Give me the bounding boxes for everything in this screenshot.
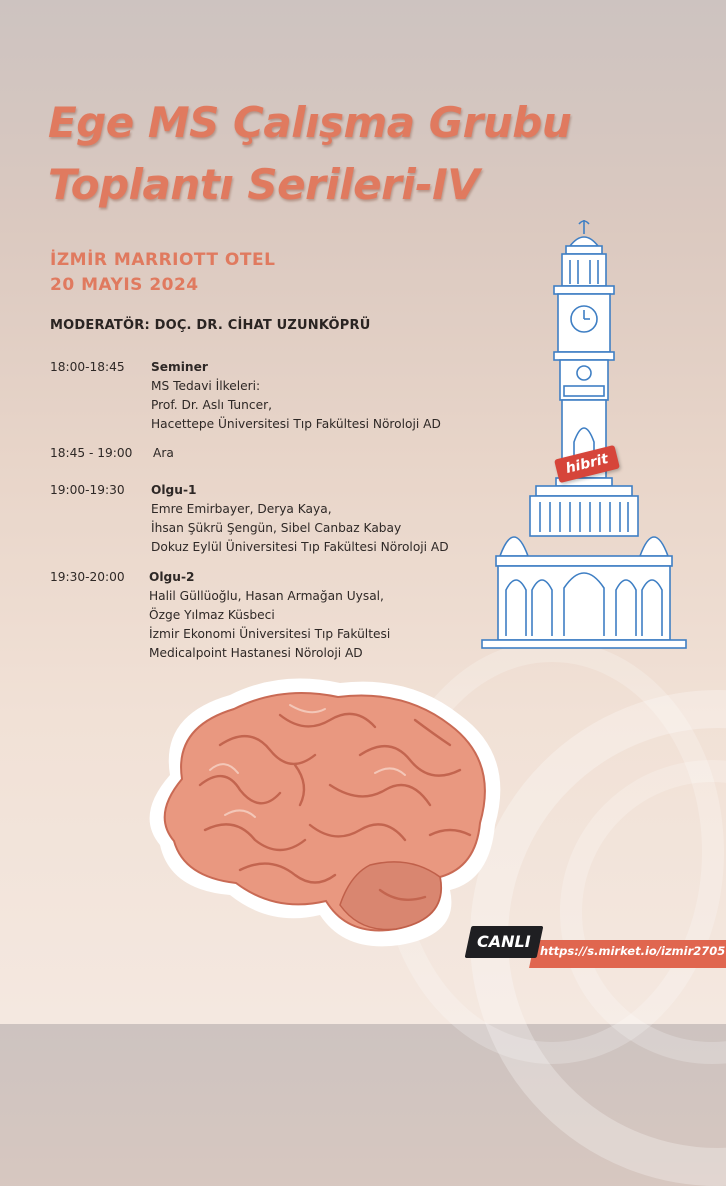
schedule-time: 19:00-19:30	[50, 483, 125, 497]
schedule-line: Halil Güllüoğlu, Hasan Armağan Uysal,	[149, 589, 384, 603]
schedule-heading: Olgu-2	[149, 570, 195, 584]
schedule-line: Ara	[153, 446, 174, 460]
schedule-line: İzmir Ekonomi Üniversitesi Tıp Fakültesi	[149, 627, 391, 641]
live-label-text: CANLI	[477, 932, 531, 951]
schedule-time: 19:30-20:00	[50, 570, 125, 584]
schedule-line: Prof. Dr. Aslı Tuncer,	[151, 398, 272, 412]
event-date: 20 MAYIS 2024	[50, 275, 199, 295]
schedule-heading: Olgu-1	[151, 483, 197, 497]
moderator: MODERATÖR: DOÇ. DR. CİHAT UZUNKÖPRÜ	[50, 318, 371, 333]
schedule-line: Hacettepe Üniversitesi Tıp Fakültesi Nöroloji AD	[151, 417, 441, 431]
event-title-line-1: Ege MS Çalışma Grubu	[48, 98, 572, 147]
schedule-heading: Seminer	[151, 360, 208, 374]
live-label	[465, 926, 544, 958]
schedule-line: Özge Yılmaz Küsbeci	[149, 608, 275, 622]
venue-block	[50, 248, 275, 298]
venue-place: İZMİR MARRIOTT OTEL	[50, 250, 276, 270]
brain-illustration	[130, 665, 510, 955]
event-title	[48, 92, 571, 216]
schedule-line: Medicalpoint Hastanesi Nöroloji AD	[149, 646, 363, 660]
live-url-link[interactable]: https://s.mirket.io/izmir2705	[540, 944, 726, 958]
event-title-line-2: Toplantı Serileri-IV	[48, 160, 480, 209]
clock-tower-illustration	[478, 218, 690, 650]
schedule-time: 18:00-18:45	[50, 360, 125, 374]
schedule-line: Emre Emirbayer, Derya Kaya,	[151, 502, 332, 516]
hibrit-label: hibrit	[564, 451, 610, 477]
schedule-time: 18:45 - 19:00	[50, 446, 133, 460]
schedule-line: İhsan Şükrü Şengün, Sibel Canbaz Kabay	[151, 521, 402, 535]
schedule-line: Dokuz Eylül Üniversitesi Tıp Fakültesi Nöroloji AD	[151, 540, 449, 554]
schedule-line: MS Tedavi İlkeleri:	[151, 379, 261, 393]
